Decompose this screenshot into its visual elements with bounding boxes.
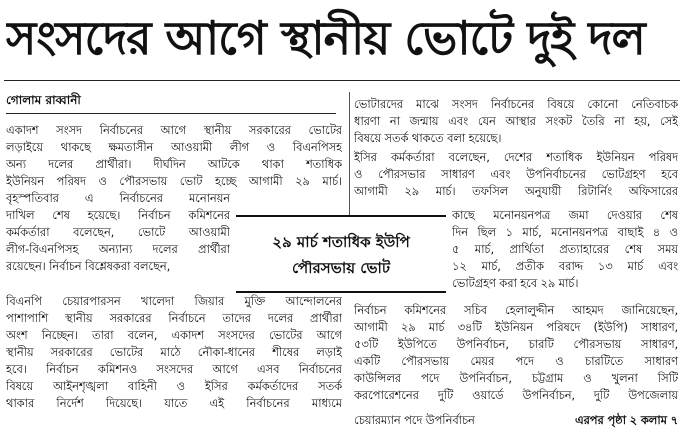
right-col-line: ৫ মার্চ, প্রার্থিতা প্রত্যাহারের শেষ সময় [452,242,678,256]
left-col-line: লড়াইয়ে থাকছে ক্ষমতাসীন আওয়ামী লীগ ও বিএনপিসহ [6,140,342,154]
left-col-line: দাখিল শেষ হয়েছে। নির্বাচন কমিশনের [6,208,230,222]
byline-rule [6,113,336,114]
left-col-line: হবে। নির্বাচন কমিশনও সংসদের আগে এসব নির্বাচনের [6,362,342,376]
right-col-line: ভোটারদের মাঝে সংসদ নির্বাচনের বিষয়ে কোনো নেতিবাচক [354,97,678,111]
headline-rule [4,80,680,81]
pull-quote [236,215,446,293]
left-col-line: বিষয়ে আইনশৃঙ্খলা বাহিনী ও ইসির কর্মকর্তাদের সতর্ক [6,379,342,393]
right-col-line: আগামী ২৯ মার্চ ৩৪টি ইউনিয়ন পরিষদে (ইউপি) সাধারণ, [354,320,678,334]
right-col-line: বিষয়ে সতর্ক থাকতে বলা হয়েছে। [354,131,502,145]
left-col-line: স্থানীয় সরকারের ভোটের মাঠে নৌকা-ধানের শীষের লড়াই [6,345,342,359]
left-col-line: রয়েছেন। নির্বাচন বিশ্লেষকরা বলছেন, [6,259,171,273]
left-col-line: কর্মকর্তারা বলেছেন, ভোটে আওয়ামী [6,225,230,239]
left-col-line: লীগ-বিএনপিসহ অন্যান্য দলের প্রার্থীরা [6,242,230,256]
left-col-line: অংশ নিচ্ছেন। তারা বলেন, একাদশ সংসদের ভোটের আগে [6,328,342,342]
headline: সংসদের আগে স্থানীয় ভোটে দুই দল [6,11,645,65]
right-col-line: ও পৌরসভার সাধারণ এবং উপনির্বাচনের ভোটগ্রহণ হবে [354,167,678,181]
left-col-line: বিএনপি চেয়ারপারসন খালেদা জিয়ার মুক্তি আন্দোলনের [6,294,342,308]
left-col-line: ইউনিয়ন পরিষদ ও পৌরসভায় ভোট হচ্ছে আগামী ২৯ মার্চ। [6,174,342,188]
right-col-line: ইসির কর্মকর্তারা বলেছেন, দেশের শতাধিক ইউনিয়ন পরিষদ [354,150,678,164]
right-col-line: ১২ মার্চ, প্রতীক বরাদ্দ ১৩ মার্চ এবং [452,259,678,273]
left-col-line: বৃহস্পতিবার এ নির্বাচনের মনোনয়ন [6,191,230,205]
right-col-line: করপোরেশনের দুটি ওয়ার্ডে উপনির্বাচন, দুটি উপজেলায় [354,388,678,402]
left-col-line: থাকার নির্দেশ দিয়েছে। যাতে এই নির্বাচনের মাধ্যমে [6,396,342,410]
right-col-line: নির্বাচন কমিশনের সচিব হেলালুদ্দীন আহমদ জানিয়েছেন, [354,303,678,317]
right-col-line: চেয়ারম্যান পদে উপনির্বাচন [354,413,475,427]
byline: গোলাম রাব্বানী [6,93,81,107]
right-col-line: একটি পৌরসভায় মেয়র পদে ও চারটিতে সাধারণ [354,354,678,368]
right-col-line: কাছে মনোনয়নপত্র জমা দেওয়ার শেষ [452,208,678,222]
right-col-line: আগামী ২৯ মার্চ। তফসিল অনুযায়ী রিটার্নিং অফিসারের [354,184,678,198]
right-col-line: ধারণা না জন্মায় এবং যেন আস্থার সংকট তৈরি না হয়, সেই [354,114,678,128]
jump-reference[interactable]: এরপর পৃষ্ঠা ২ কলাম ৭ [574,413,678,427]
pull-quote-line: পৌরসভায় ভোট [291,259,391,277]
right-col-line: কাউন্সিলর পদে উপনির্বাচন, চট্টগ্রাম ও খুলনা সিটি [354,371,678,385]
left-col-line: একাদশ সংসদ নির্বাচনের আগে স্থানীয় সরকারের ভোটের [6,123,342,137]
right-col-line: দিন ছিল ১ মার্চ, মনোনয়নপত্র বাছাই ৪ ও [452,225,678,239]
left-col-line: পাশাপাশি স্থানীয় সরকারের নির্বাচনে তাদের দলের প্রার্থীরা [6,311,342,325]
left-col-line: অন্য দলের প্রার্থীরা। দীর্ঘদিন আটকে থাকা শতাধিক [6,157,342,171]
right-col-line: ৫৩টি ইউপিতে উপনির্বাচন, চারটি পৌরসভায় সাধারণ, [354,337,678,351]
right-col-line: ভোটগ্রহণ করা হবে ২৯ মার্চ। [452,276,579,290]
pull-quote-line: ২৯ মার্চ শতাধিক ইউপি [272,233,410,251]
